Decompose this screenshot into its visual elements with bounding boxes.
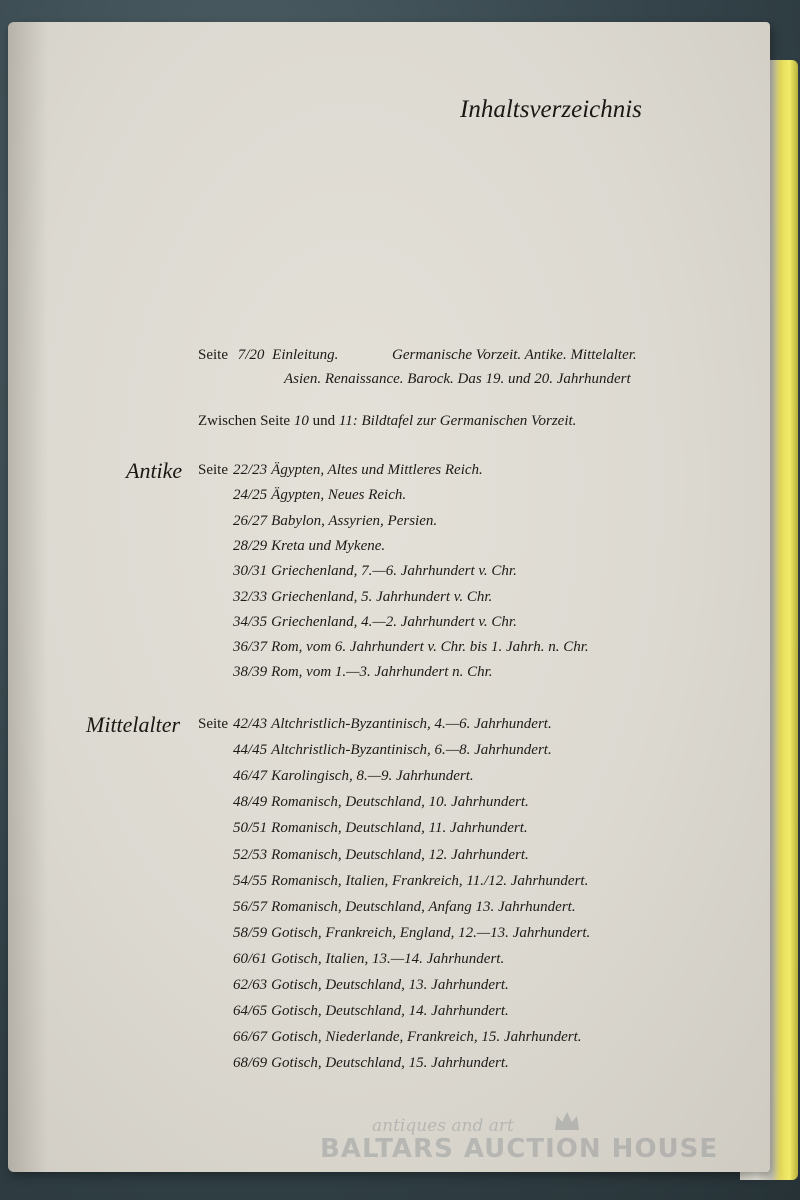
toc-entry-text: Gotisch, Italien, 13.—14. Jahrhundert. — [271, 950, 505, 967]
toc-entry-pages: 64/65 — [233, 1003, 268, 1020]
toc-entry-pages: 26/27 — [233, 512, 268, 529]
toc-entry-pages: 52/53 — [233, 846, 268, 863]
toc-entry — [233, 487, 406, 504]
toc-entry-pages: 30/31 — [233, 563, 268, 580]
toc-entry — [233, 847, 529, 864]
mittelalter-seite-label: Seite — [198, 716, 228, 732]
toc-entry-text: Griechenland, 7.—6. Jahrhundert v. Chr. — [271, 563, 517, 580]
toc-entry-pages: 50/51 — [233, 820, 268, 837]
toc-entry — [233, 538, 385, 555]
toc-entry-pages: 38/39 — [233, 664, 268, 681]
toc-entry — [233, 951, 504, 968]
toc-entry — [233, 614, 517, 631]
zwischen-text: : Bildtafel zur Germanischen Vorzeit. — [352, 413, 577, 429]
page-title: Inhaltsverzeichnis — [460, 96, 642, 123]
toc-entry-pages: 32/33 — [233, 588, 268, 605]
toc-entry — [233, 716, 552, 733]
toc-entry-text: Kreta und Mykene. — [271, 537, 386, 554]
toc-entry — [233, 1029, 582, 1046]
toc-entry-pages: 66/67 — [233, 1029, 268, 1046]
page-gutter-shade — [8, 22, 48, 1172]
intro-line-1 — [198, 347, 338, 364]
crown-icon — [553, 1110, 581, 1132]
toc-entry — [233, 794, 529, 811]
toc-entry-text: Karolingisch, 8.—9. Jahrhundert. — [271, 768, 474, 785]
toc-entry-pages: 68/69 — [233, 1055, 268, 1072]
intro-line-2: Asien. Renaissance. Barock. Das 19. und 20. Jahrhundert — [284, 371, 631, 387]
intro-pages: 7/20 — [237, 347, 265, 363]
toc-entry — [233, 462, 483, 479]
toc-entry-pages: 22/23 — [233, 462, 268, 478]
zwischen-page-b: 11 — [338, 413, 353, 429]
toc-entry — [233, 899, 576, 916]
toc-entry-text: Ägypten, Altes und Mittleres Reich. — [271, 462, 483, 478]
toc-entry-text: Romanisch, Italien, Frankreich, 11./12. Jahrhundert. — [271, 872, 589, 889]
toc-entry-pages: 58/59 — [233, 924, 268, 941]
toc-entry — [233, 977, 509, 994]
toc-entry-text: Babylon, Assyrien, Persien. — [271, 512, 438, 529]
toc-entry-text: Gotisch, Deutschland, 15. Jahrhundert. — [271, 1055, 509, 1072]
toc-entry — [233, 742, 552, 759]
toc-entry-pages: 36/37 — [233, 639, 268, 656]
toc-entry — [233, 563, 517, 580]
toc-entry — [233, 925, 590, 942]
watermark-script-text: antiques and art — [372, 1116, 514, 1136]
toc-entry-pages: 48/49 — [233, 794, 268, 811]
intro-seite-label: Seite — [198, 347, 228, 363]
toc-entry-text: Rom, vom 6. Jahrhundert v. Chr. bis 1. Jahrh. n. Chr. — [271, 639, 589, 656]
toc-entry — [233, 873, 588, 890]
toc-entry — [233, 513, 437, 530]
zwischen-und: und — [312, 413, 336, 429]
toc-entry-pages: 42/43 — [233, 716, 268, 732]
toc-entry-pages: 56/57 — [233, 898, 268, 915]
toc-entry-pages: 60/61 — [233, 950, 268, 967]
antike-seite-label: Seite — [198, 462, 228, 478]
toc-entry-text: Gotisch, Deutschland, 14. Jahrhundert. — [271, 1003, 509, 1020]
section-heading-mittelalter: Mittelalter — [86, 712, 181, 737]
zwischen-label: Zwischen Seite — [198, 413, 291, 429]
toc-entry-text: Romanisch, Deutschland, 10. Jahrhundert. — [271, 794, 529, 811]
toc-entry-text: Griechenland, 4.—2. Jahrhundert v. Chr. — [271, 613, 517, 630]
toc-entry — [233, 639, 589, 656]
toc-entry — [233, 1003, 509, 1020]
toc-entry-pages: 46/47 — [233, 768, 268, 785]
toc-entry — [233, 664, 493, 681]
toc-entry-pages: 54/55 — [233, 872, 268, 889]
toc-entry-pages: 44/45 — [233, 742, 268, 759]
toc-entry — [233, 768, 474, 785]
intro-zwischen-line — [198, 413, 576, 430]
toc-entry-pages: 62/63 — [233, 977, 268, 993]
toc-entry — [233, 1055, 509, 1072]
toc-entry-pages: 24/25 — [233, 487, 268, 504]
watermark-main-text: BALTARS AUCTION HOUSE — [320, 1134, 719, 1164]
toc-entry-text: Altchristlich-Byzantinisch, 4.—6. Jahrhundert. — [271, 716, 552, 732]
intro-line-1b: Germanische Vorzeit. Antike. Mittelalter. — [392, 347, 637, 363]
toc-entry-text: Romanisch, Deutschland, 11. Jahrhundert. — [271, 820, 528, 837]
intro-einleitung: Einleitung. — [272, 347, 339, 363]
toc-entry-text: Romanisch, Deutschland, Anfang 13. Jahrhundert. — [271, 898, 576, 915]
toc-entry-text: Rom, vom 1.—3. Jahrhundert n. Chr. — [271, 664, 493, 681]
toc-entry-text: Ägypten, Neues Reich. — [271, 487, 407, 504]
section-heading-antike: Antike — [126, 458, 183, 483]
toc-entry-text: Griechenland, 5. Jahrhundert v. Chr. — [271, 588, 493, 605]
toc-entry-text: Altchristlich-Byzantinisch, 6.—8. Jahrhundert. — [271, 742, 552, 759]
toc-entry — [233, 589, 492, 606]
toc-entry-text: Gotisch, Deutschland, 13. Jahrhundert. — [271, 977, 509, 993]
toc-entry-pages: 34/35 — [233, 613, 268, 630]
zwischen-page-a: 10 — [293, 413, 309, 429]
toc-entry — [233, 820, 528, 837]
toc-entry-text: Romanisch, Deutschland, 12. Jahrhundert. — [271, 846, 529, 863]
toc-entry-text: Gotisch, Frankreich, England, 12.—13. Jahrhundert. — [271, 924, 591, 941]
watermark — [320, 1108, 720, 1178]
toc-entry-pages: 28/29 — [233, 537, 268, 554]
toc-entry-text: Gotisch, Niederlande, Frankreich, 15. Jahrhundert. — [271, 1029, 582, 1046]
